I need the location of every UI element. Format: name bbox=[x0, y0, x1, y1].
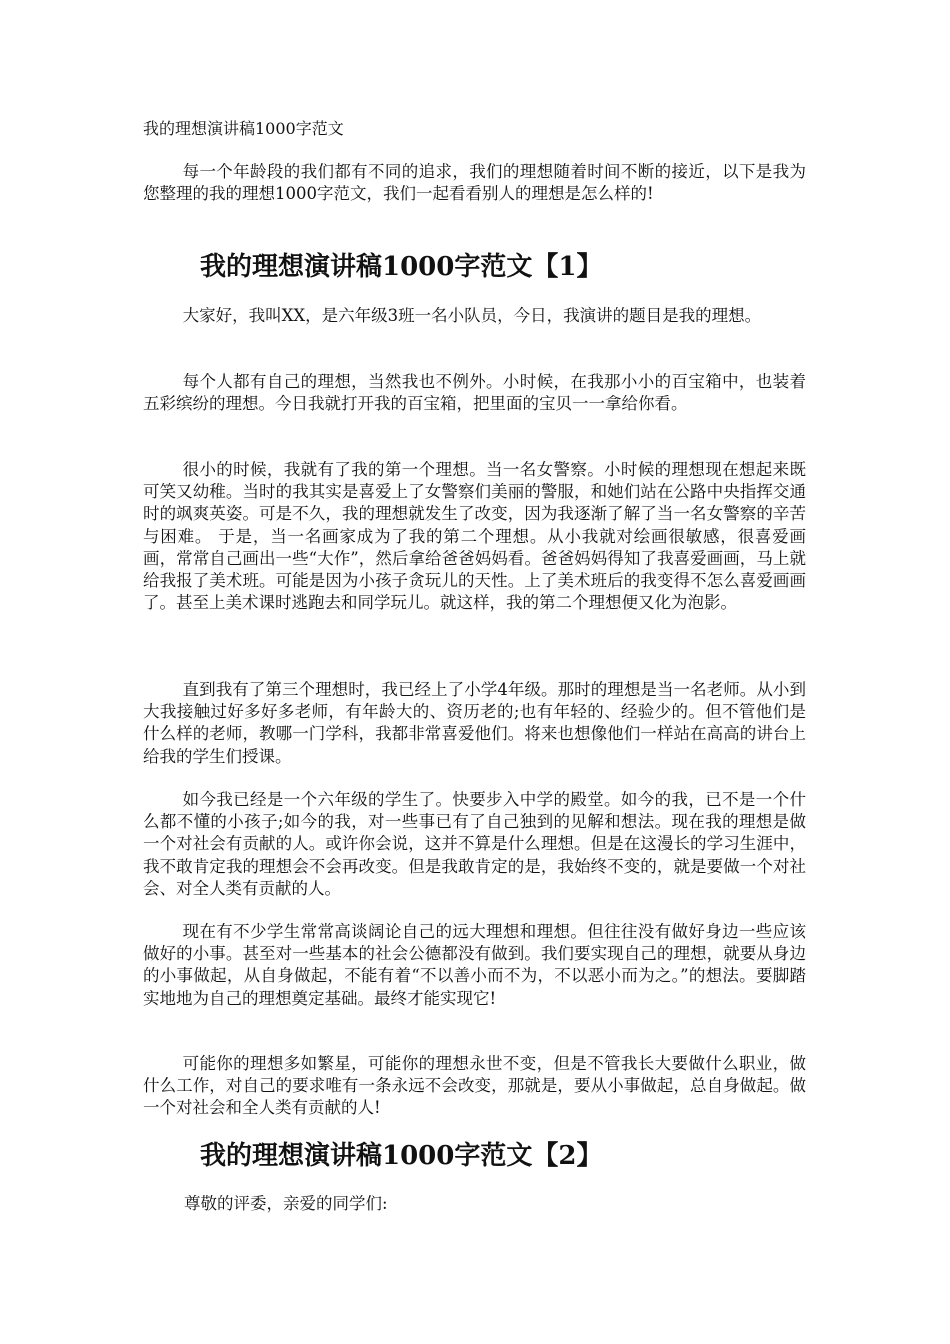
section-1-paragraph-1: 大家好，我叫XX，是六年级3班一名小队员，今日，我演讲的题目是我的理想。 bbox=[182, 306, 762, 325]
section-2-salutation: 尊敬的评委，亲爱的同学们: bbox=[184, 1194, 388, 1213]
section-1-paragraph-6: 现在有不少学生常常高谈阔论自己的远大理想和理想。但往往没有做好身边一些应该做好的小事。甚至对一些基本的社会公德都没有做到。我们要实现自己的理想，就要从身边的小事做起，从自身做起，不能有着“不以善小而不为，不以恶小而为之。”的想法。要脚踏实地地为自己的理想奠定基础。最终才能实现它! bbox=[143, 922, 806, 1008]
section-1-heading: 我的理想演讲稿1000字范文【1】 bbox=[200, 252, 603, 282]
section-2-heading: 我的理想演讲稿1000字范文【2】 bbox=[200, 1141, 603, 1171]
section-1-paragraph-2: 每个人都有自己的理想，当然我也不例外。小时候，在我那小小的百宝箱中，也装着五彩缤纷的理想。今日我就打开我的百宝箱，把里面的宝贝一一拿给你看。 bbox=[143, 372, 806, 414]
document-title: 我的理想演讲稿1000字范文 bbox=[143, 119, 344, 138]
section-1-paragraph-7: 可能你的理想多如繁星，可能你的理想永世不变，但是不管我长大要做什么职业，做什么工作，对自己的要求唯有一条永远不会改变，那就是，要从小事做起，总自身做起。做一个对社会和全人类有贡献的人! bbox=[143, 1054, 806, 1118]
intro-paragraph: 每一个年龄段的我们都有不同的追求，我们的理想随着时间不断的接近，以下是我为您整理的我的理想1000字范文，我们一起看看别人的理想是怎么样的! bbox=[143, 162, 806, 204]
section-1-paragraph-3: 很小的时候，我就有了我的第一个理想。当一名女警察。小时候的理想现在想起来既可笑又幼稚。当时的我其实是喜爱上了女警察们美丽的警服，和她们站在公路中央指挥交通时的飒爽英姿。可是不久，我的理想就发生了改变，因为我逐渐了解了当一名女警察的辛苦与困难。 于是，当一名画家成为了我的第二个理想。从小我就对绘画很敏感，很喜爱画画，常常自己画出一些“大作”，然后拿给爸爸妈妈看。爸爸妈妈得知了我喜爱画画，马上就给我报了美术班。可能是因为小孩子贪玩儿的天性。上了美术班后的我变得不怎么喜爱画画了。甚至上美术课时逃跑去和同学玩儿。就这样，我的第二个理想便又化为泡影。 bbox=[143, 460, 806, 613]
section-1-paragraph-5: 如今我已经是一个六年级的学生了。快要步入中学的殿堂。如今的我，已不是一个什么都不懂的小孩子;如今的我，对一些事已有了自己独到的见解和想法。现在我的理想是做一个对社会有贡献的人。或许你会说，这并不算是什么理想。但是在这漫长的学习生涯中，我不敢肯定我的理想会不会再改变。但是我敢肯定的是，我始终不变的，就是要做一个对社会、对全人类有贡献的人。 bbox=[143, 790, 806, 898]
section-1-paragraph-4: 直到我有了第三个理想时，我已经上了小学4年级。那时的理想是当一名老师。从小到大我接触过好多好多老师，有年龄大的、资历老的;也有年轻的、经验少的。但不管他们是什么样的老师，教哪一门学科，我都非常喜爱他们。将来也想像他们一样站在高高的讲台上给我的学生们授课。 bbox=[143, 680, 806, 766]
